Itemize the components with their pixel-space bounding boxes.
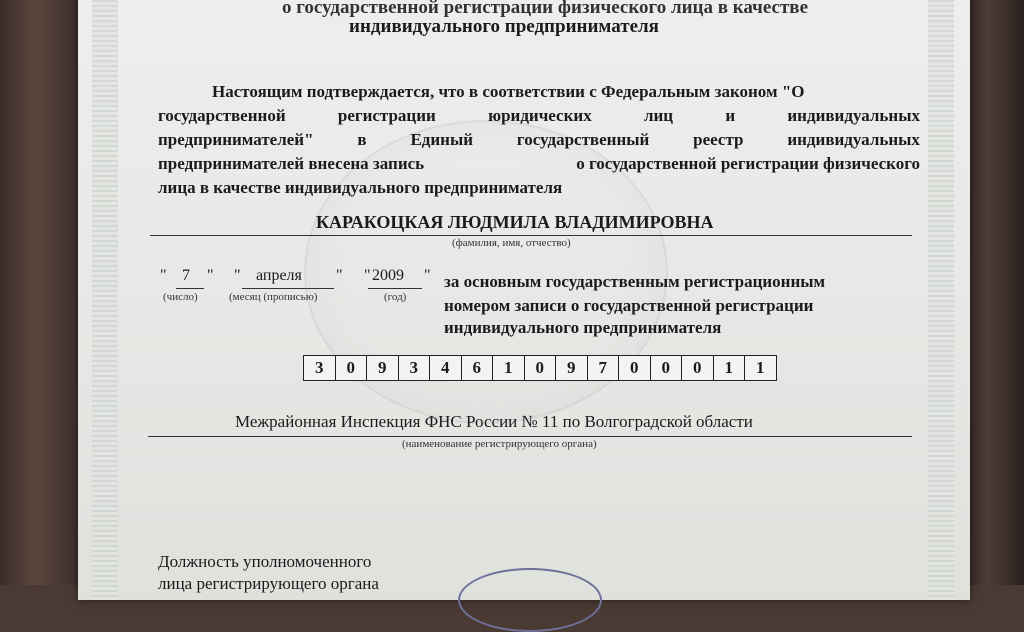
para-line-1 (212, 82, 920, 102)
para-word: государственный (516, 130, 650, 149)
signatory-position-line-2: лица регистрирующего органа (158, 574, 379, 593)
para-word: и (725, 106, 736, 125)
reg-digit: 0 (619, 356, 651, 380)
para-line-3 (158, 130, 920, 150)
para-word: в (357, 130, 367, 149)
reg-digit: 0 (336, 356, 368, 380)
title-line-2: индивидуального предпринимателя (349, 16, 659, 37)
month-close-quote: " (336, 267, 343, 284)
full-name-caption: (фамилия, имя, отчество) (452, 237, 571, 249)
reg-digit: 0 (651, 356, 683, 380)
reg-text-line-3: индивидуального предпринимателя (444, 318, 722, 337)
registration-number-boxes (303, 355, 777, 381)
reg-digit: 1 (756, 358, 765, 377)
authority-underline (148, 436, 912, 437)
para-word: индивидуальных (787, 106, 920, 125)
year-open-quote: " (364, 267, 371, 284)
frame-right-edge (964, 0, 1024, 585)
day-underline (176, 288, 204, 289)
reg-digit: 0 (682, 356, 714, 380)
reg-digit: 9 (367, 356, 399, 380)
para-line-2 (158, 106, 920, 126)
title-line-1: о государственной регистрации физического лица в качестве (282, 0, 808, 18)
year-close-quote: " (424, 267, 431, 284)
reg-digit: 3 (304, 356, 336, 380)
reg-digit: 4 (430, 356, 462, 380)
para-word: предпринимателей" (158, 130, 314, 149)
para-word: лиц (643, 106, 674, 125)
reg-digit: 1 (714, 356, 746, 380)
para-word: регистрации (337, 106, 436, 125)
reg-text-line-2: номером записи о государственной регистрации (444, 296, 814, 315)
para-word: юридических (488, 106, 592, 125)
full-name: КАРАКОЦКАЯ ЛЮДМИЛА ВЛАДИМИРОВНА (316, 212, 714, 232)
para-line-4 (158, 154, 920, 174)
reg-digit: 7 (588, 356, 620, 380)
full-name-underline (150, 235, 912, 236)
para-word: о государственной регистрации физического (576, 154, 920, 173)
para-word: Единый (410, 130, 474, 149)
signatory-position-line-1: Должность уполномоченного (158, 552, 372, 571)
reg-digit: 1 (493, 356, 525, 380)
authority-caption: (наименование регистрирующего органа) (402, 438, 597, 450)
reg-digit: 0 (525, 356, 557, 380)
day-close-quote: " (207, 267, 214, 284)
para-word: реестр (693, 130, 744, 149)
reg-text-line-1: за основным государственным регистрационным (444, 272, 826, 291)
para-word: государственной (158, 106, 286, 125)
para-word: индивидуальных (787, 130, 920, 149)
ornamental-border-left (92, 0, 118, 600)
year-caption: (год) (384, 291, 407, 303)
reg-digit: 9 (556, 356, 588, 380)
day-value: 7 (182, 267, 190, 284)
day-caption: (число) (163, 291, 198, 303)
reg-digit: 6 (462, 356, 494, 380)
para-word: предпринимателей внесена запись (158, 154, 425, 173)
year-value: 2009 (372, 267, 404, 284)
day-open-quote: " (160, 267, 167, 284)
month-open-quote: " (234, 267, 241, 284)
para-line-1-text: Настоящим подтверждается, что в соответствии с Федеральным законом "О (212, 82, 805, 101)
month-underline (242, 288, 334, 289)
registering-authority: Межрайонная Инспекция ФНС России № 11 по Волгоградской области (235, 412, 753, 431)
official-stamp (458, 568, 602, 632)
para-line-5-text: лица в качестве индивидуального предпринимателя (158, 178, 563, 197)
para-line-5 (158, 178, 920, 198)
month-value: апреля (256, 267, 302, 284)
reg-digit: 3 (399, 356, 431, 380)
year-underline (368, 288, 422, 289)
ornamental-border-right (928, 0, 954, 600)
frame-left-edge (0, 0, 78, 585)
month-caption: (месяц (прописью) (229, 291, 318, 303)
